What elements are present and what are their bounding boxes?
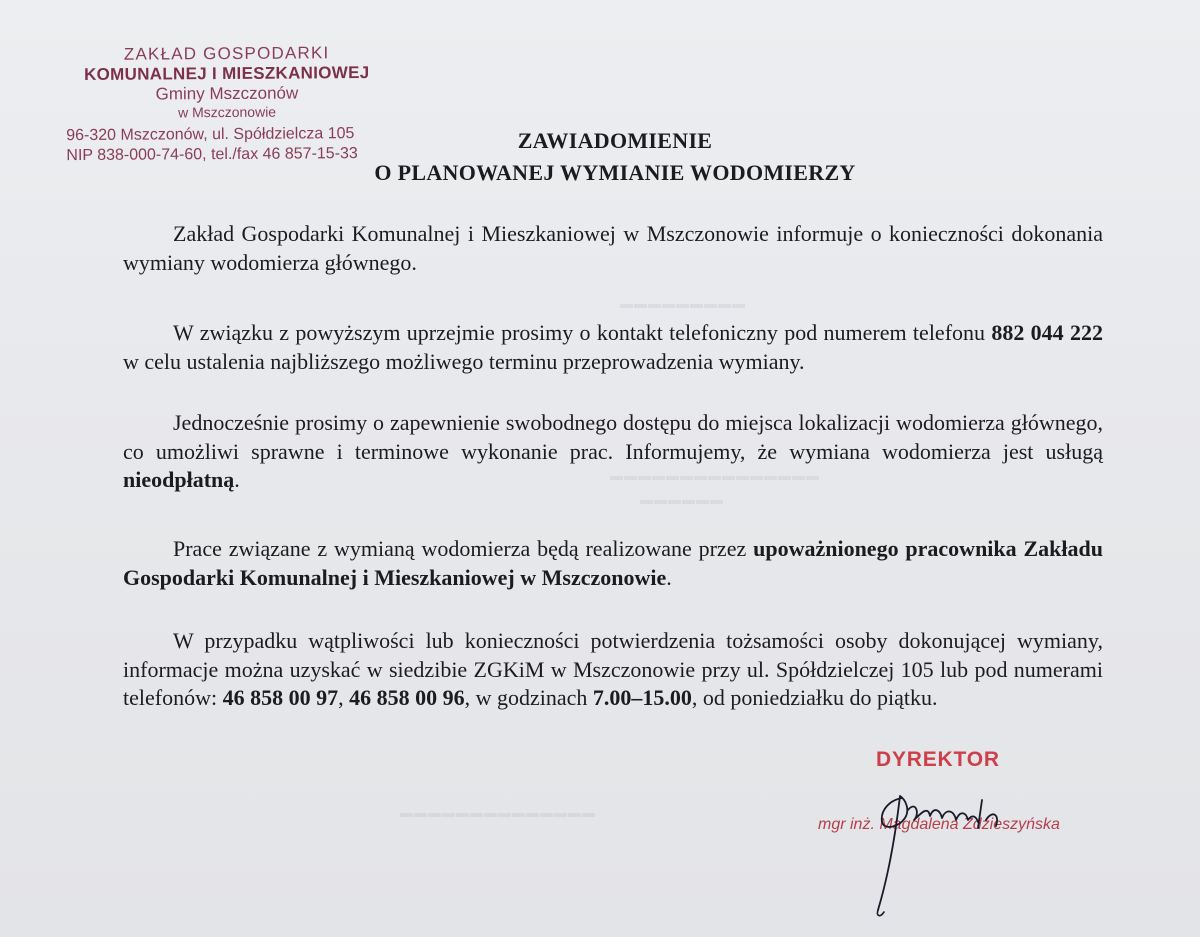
- stamp-line: ZAKŁAD GOSPODARKI: [123, 43, 330, 64]
- bleed-through-mark: ▬▬▬▬▬▬: [640, 492, 724, 507]
- emphasis-free-of-charge: nieodpłatną: [123, 467, 235, 492]
- stamp-line: w Mszczonowie: [177, 103, 277, 121]
- paragraph-text: , od poniedziałku do piątku.: [691, 685, 938, 710]
- paragraph-text: W związku z powyższym uprzejmie prosimy o kontakt telefoniczny pod numerem telefonu: [173, 320, 992, 345]
- paragraph-text: W przypadku wątpliwości lub konieczności potwierdzenia tożsamości osoby dokonującej wymiany, informacje można uzyskać w siedzibie ZGKiM w Mszczonowie przy ul. Spółdzielczej 105 lub pod numerami telefonów:: [123, 628, 1103, 710]
- office-hours: 7.00–15.00: [592, 685, 692, 710]
- paragraph-text: w celu ustalenia najbliższego możliwego terminu przeprowadzenia wymiany.: [123, 348, 805, 374]
- bleed-through-mark: ▬▬▬▬▬▬▬▬▬▬▬▬▬▬▬: [610, 468, 820, 483]
- paragraph-text: Prace związane z wymianą wodomierza będą realizowane przez: [173, 536, 754, 561]
- handwritten-signature: [850, 770, 1070, 920]
- phone-number: 46 858 00 96: [349, 685, 465, 710]
- paragraph-text: Jednocześnie prosimy o zapewnienie swobodnego dostępu do miejsca lokalizacji wodomierza głównego, co umożliwi sprawne i terminowe wykonanie prac. Informujemy, że wymiana wodomierza jest usługą: [123, 410, 1103, 464]
- phone-number: 882 044 222: [991, 320, 1103, 345]
- stamp-address: 96-320 Mszczonów, ul. Spółdzielcza 105: [66, 125, 355, 145]
- paragraph-access: [123, 409, 1103, 495]
- paragraph-text: Zakład Gospodarki Komunalnej i Mieszkaniowej w Mszczonowie informuje o konieczności dokonania wymiany wodomierza głównego.: [123, 221, 1103, 275]
- phone-number: 46 858 00 97: [222, 685, 339, 710]
- paragraph-verification: [123, 627, 1103, 713]
- emphasis-authorized-worker: upoważnionego pracownika Zakładu Gospodarki Komunalnej i Mieszkaniowej w Mszczonowie: [123, 536, 1104, 590]
- paragraph-text: .: [666, 564, 672, 590]
- document-subtitle: O PLANOWANEJ WYMIANIE WODOMIERZY: [374, 160, 856, 185]
- bleed-through-mark: ▬▬▬▬▬▬▬▬▬: [620, 296, 746, 311]
- document-title: ZAWIADOMIENIE: [517, 128, 713, 153]
- stamp-line: Gminy Mszczonów: [155, 83, 299, 104]
- bleed-through-mark: ▬▬▬▬▬▬▬▬▬▬▬▬▬▬: [400, 805, 596, 820]
- paragraph-worker: [123, 535, 1103, 592]
- signer-name-stamp: mgr inż. Magdalena Zdzieszyńska: [818, 816, 1060, 833]
- stamp-line: KOMUNALNEJ I MIESZKANIOWEJ: [83, 63, 370, 84]
- paragraph-contact: [123, 319, 1103, 376]
- paragraph-text: , w godzinach: [464, 685, 593, 710]
- paragraph-intro: [123, 220, 1103, 277]
- paragraph-text: .: [234, 467, 240, 492]
- stamp-nip: NIP 838-000-74-60, tel./fax 46 857-15-33: [66, 145, 358, 165]
- separator: ,: [338, 685, 350, 710]
- director-stamp: DYREKTOR: [876, 748, 1000, 771]
